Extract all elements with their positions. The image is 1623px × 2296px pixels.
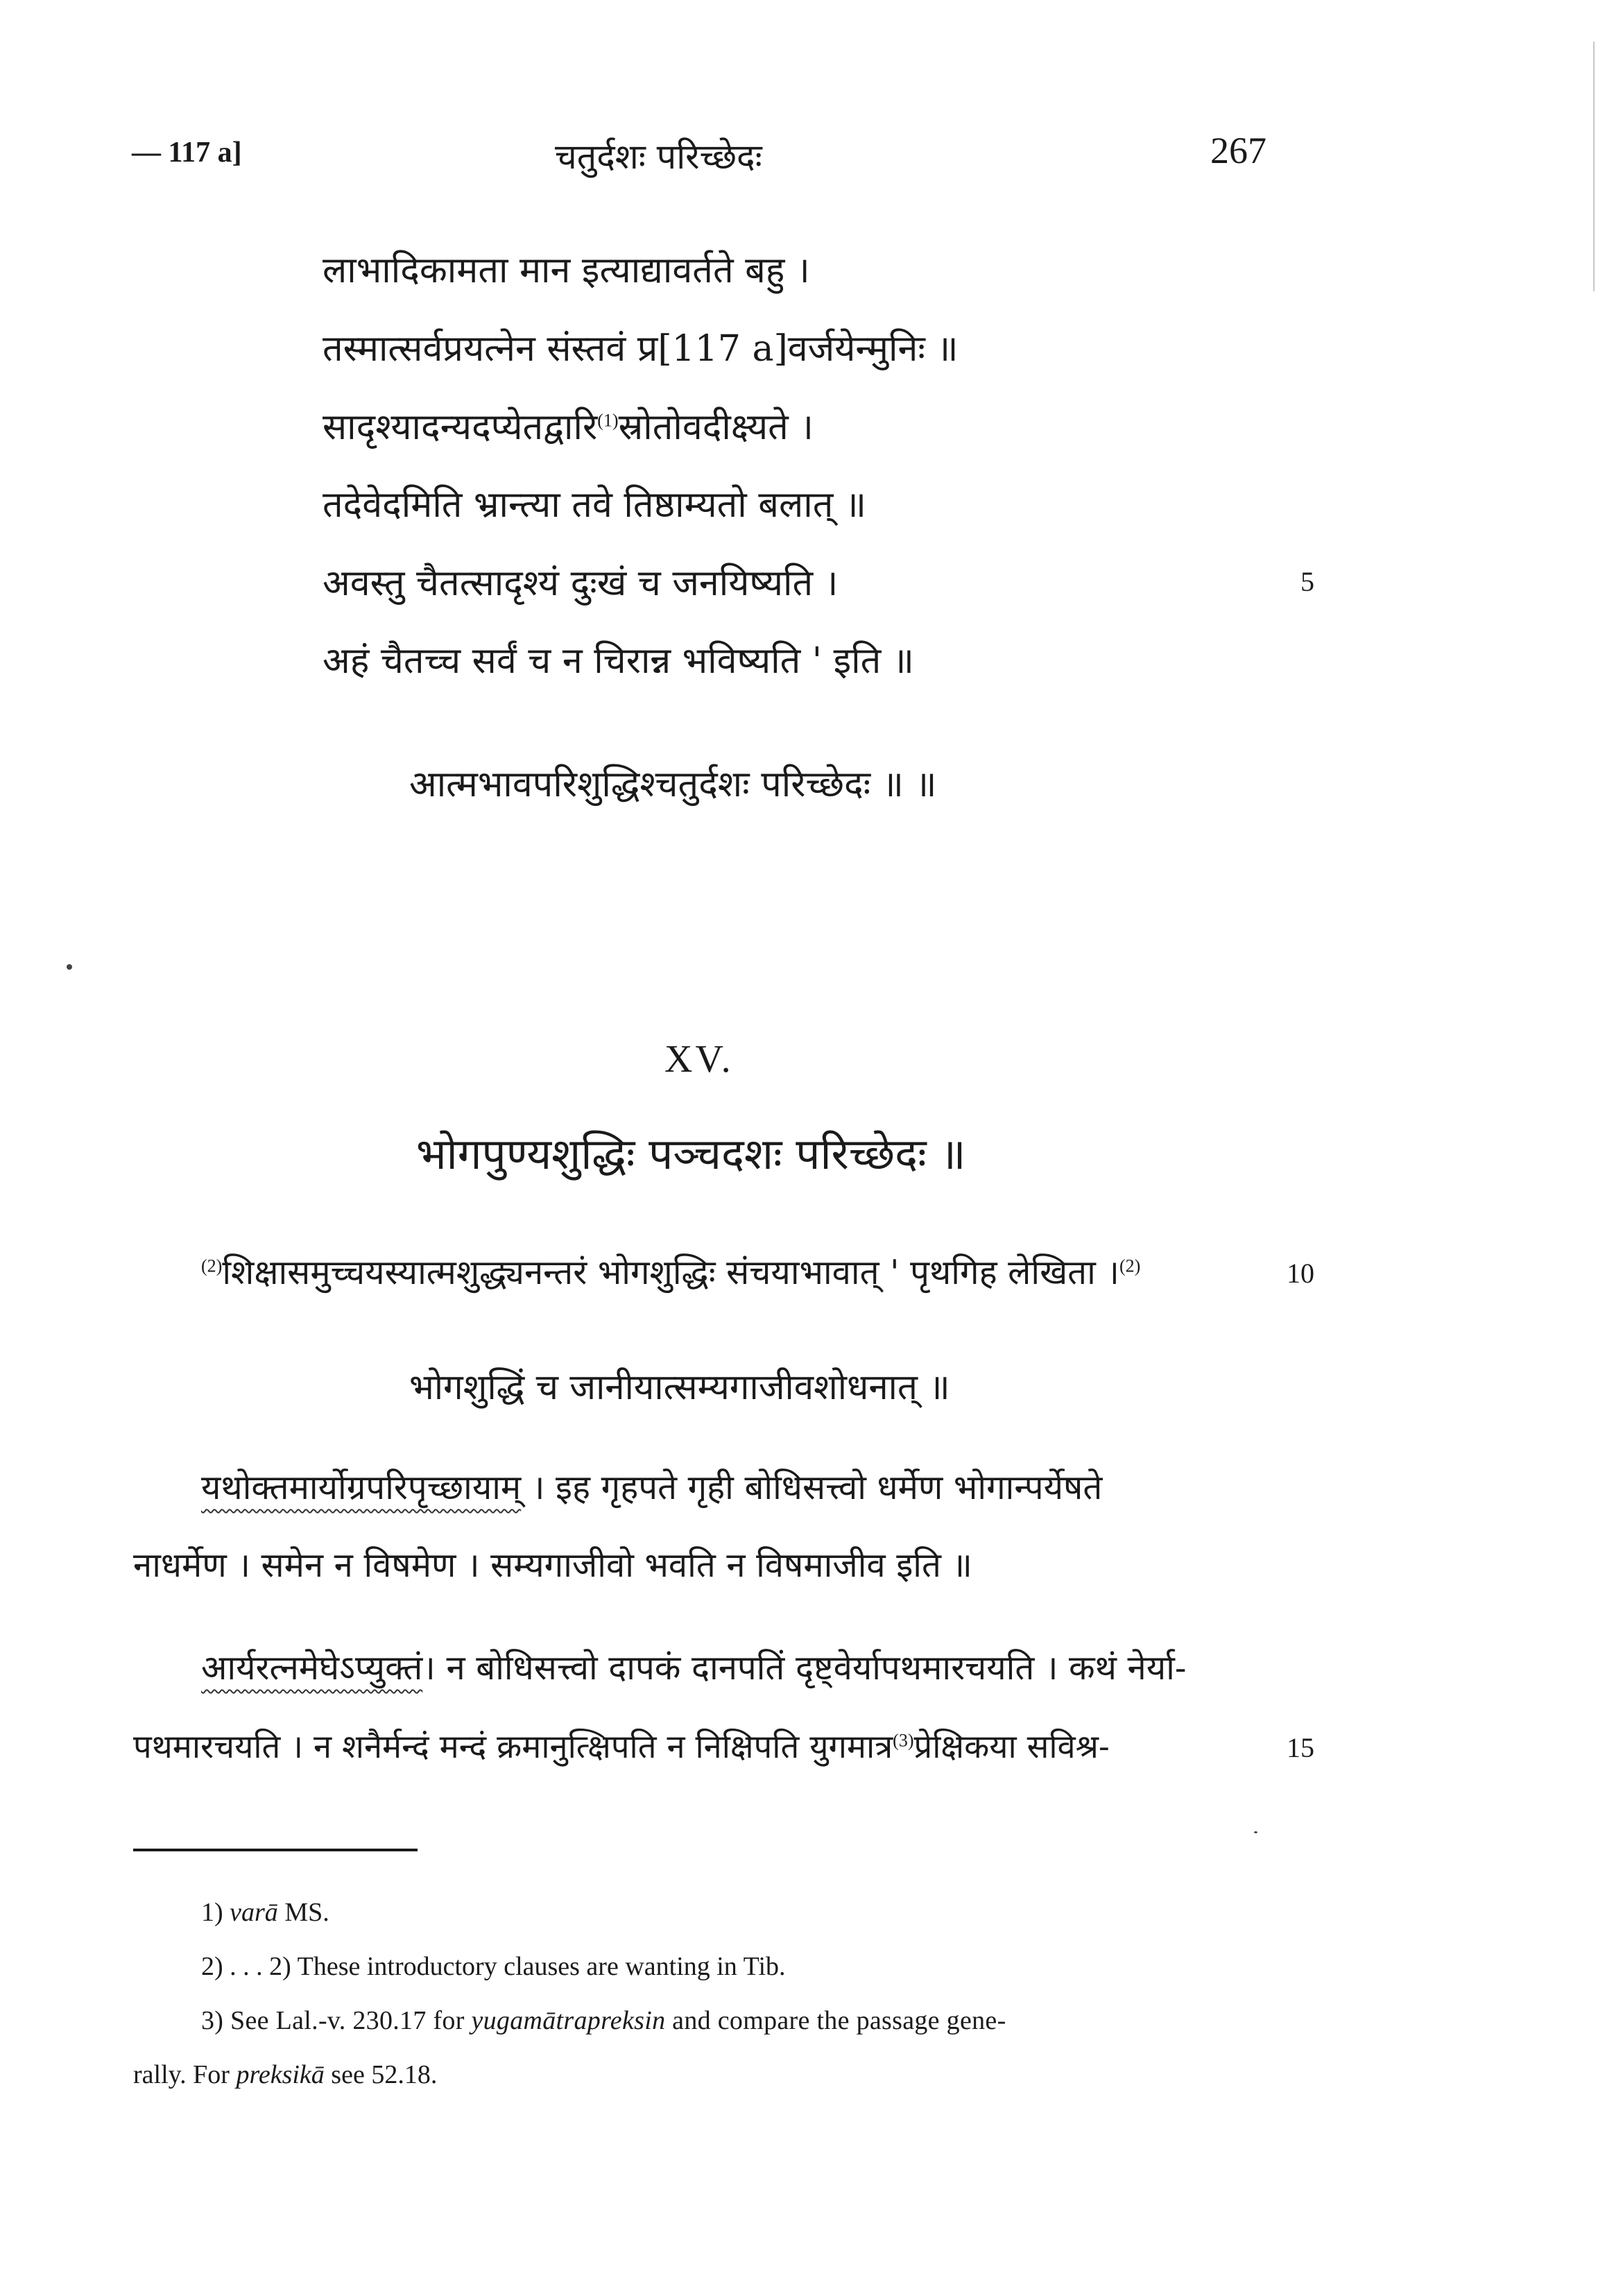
page-number: 267 bbox=[1210, 130, 1266, 171]
footnote-3-term: yugamātrapreksin bbox=[471, 2006, 666, 2035]
footnote-1-reading: varā bbox=[230, 1898, 278, 1927]
footnote-rule bbox=[133, 1849, 418, 1851]
verse-line-2: तस्मात्सर्वप्रयत्नेन संस्तवं प्र[117 a]वर्जयेन्मुनिः ॥ bbox=[323, 328, 959, 370]
footnote-marker-3: (3) bbox=[893, 1730, 914, 1751]
footnote-marker-2-close: (2) bbox=[1119, 1256, 1141, 1276]
intro-line bbox=[201, 1249, 1140, 1294]
footnote-3-text-b: and compare the passage gene- bbox=[665, 2006, 1006, 2035]
paragraph-2-line-2 bbox=[133, 1723, 1110, 1767]
line-number-15: 15 bbox=[1287, 1732, 1314, 1763]
bhoga-shuddhi-verse: भोगशुद्धिं च जानीयात्सम्यगाजीवशोधनात् ॥ bbox=[409, 1367, 950, 1408]
paragraph-1-line-1-text: । इह गृहपते गृही बोधिसत्त्वो धर्मेण भोगान्पर्येषते bbox=[521, 1468, 1103, 1507]
paragraph-1-line-1 bbox=[201, 1464, 1102, 1509]
footnote-marker-1: (1) bbox=[597, 410, 619, 431]
header-chapter-title: चतुर्दशः परिच्छेदः bbox=[555, 137, 762, 177]
footnote-2: 2) . . . 2) These introductory clauses are wanting in Tib. bbox=[201, 1952, 786, 1981]
paragraph-1-line-2: नाधर्मेण । समेन न विषमेण । सम्यगाजीवो भवति न विषमाजीव इति ॥ bbox=[133, 1545, 972, 1585]
intro-text: शिक्षासमुच्चयस्यात्मशुद्ध्यनन्तरं भोगशुद्धिः संचयाभावात् ' पृथगिह लेखिता । bbox=[222, 1253, 1119, 1292]
verse-line-4: तदेवेदमिति भ्रान्त्या तवे तिष्ठाम्यतो बलात् ॥ bbox=[323, 484, 867, 526]
paragraph-2-line-1 bbox=[201, 1644, 1186, 1690]
cited-source-ugraparipriccha: यथोक्तमार्योग्रपरिपृच्छायाम् bbox=[201, 1468, 522, 1507]
cited-source-ratnamegha: आर्यरत्नमेघेऽप्युक्तं bbox=[201, 1648, 423, 1688]
verse-line-3-post: स्रोतोवदीक्ष्यते । bbox=[618, 406, 814, 448]
paragraph-2-line-2-b: प्रेक्षिकया सविश्र- bbox=[913, 1728, 1110, 1766]
footnote-3-term-2: preksikā bbox=[236, 2060, 325, 2089]
footnote-3-text-c: rally. For bbox=[133, 2060, 237, 2089]
footnote-3-line-2 bbox=[133, 2059, 437, 2090]
footnote-3-text-a: 3) See Lal.-v. 230.17 for bbox=[201, 2006, 472, 2035]
verse-line-6: अहं चैतच्च सर्वं च न चिरान्न भविष्यति ' इति ॥ bbox=[323, 640, 914, 682]
verse-line-5: अवस्तु चैतत्सादृश्यं दुःखं च जनयिष्यति । bbox=[323, 563, 839, 604]
verse-line-3-pre: सादृश्यादन्यदप्येतद्वारि bbox=[323, 406, 598, 448]
line-number-5: 5 bbox=[1300, 566, 1314, 597]
paragraph-2-line-1-text: । न बोधिसत्त्वो दापकं दानपतिं दृष्ट्वेर्यापथमारचयति । कथं नेर्या- bbox=[422, 1648, 1187, 1688]
chapter-number: XV. bbox=[664, 1038, 734, 1081]
chapter-title: भोगपुण्यशुद्धिः पञ्चदशः परिच्छेदः ॥ bbox=[416, 1129, 966, 1179]
scan-edge-line bbox=[1593, 42, 1595, 291]
scan-speck bbox=[1254, 1831, 1257, 1833]
chapter-colophon: आत्मभावपरिशुद्धिश्चतुर्दशः परिच्छेदः ॥ ॥ bbox=[409, 764, 937, 805]
footnote-3-text-d: see 52.18. bbox=[324, 2060, 438, 2089]
paragraph-2-line-2-a: पथमारचयति । न शनैर्मन्दं मन्दं क्रमानुत्क्षिपति न निक्षिपति युगमात्र bbox=[133, 1728, 893, 1766]
footnote-1: 1) varā MS. bbox=[201, 1898, 329, 1927]
footnote-3-line-1 bbox=[201, 2005, 1006, 2036]
verse-line-3 bbox=[323, 401, 814, 450]
verse-line-1: लाभादिकामता मान इत्याद्यावर्तते बहु । bbox=[323, 250, 810, 291]
footnote-1-text: MS. bbox=[277, 1898, 329, 1927]
footnote-marker-2-open: (2) bbox=[201, 1256, 223, 1276]
line-number-10: 10 bbox=[1287, 1258, 1314, 1289]
scan-speck bbox=[67, 964, 72, 970]
header-folio-ref: — 117 a] bbox=[132, 137, 242, 169]
